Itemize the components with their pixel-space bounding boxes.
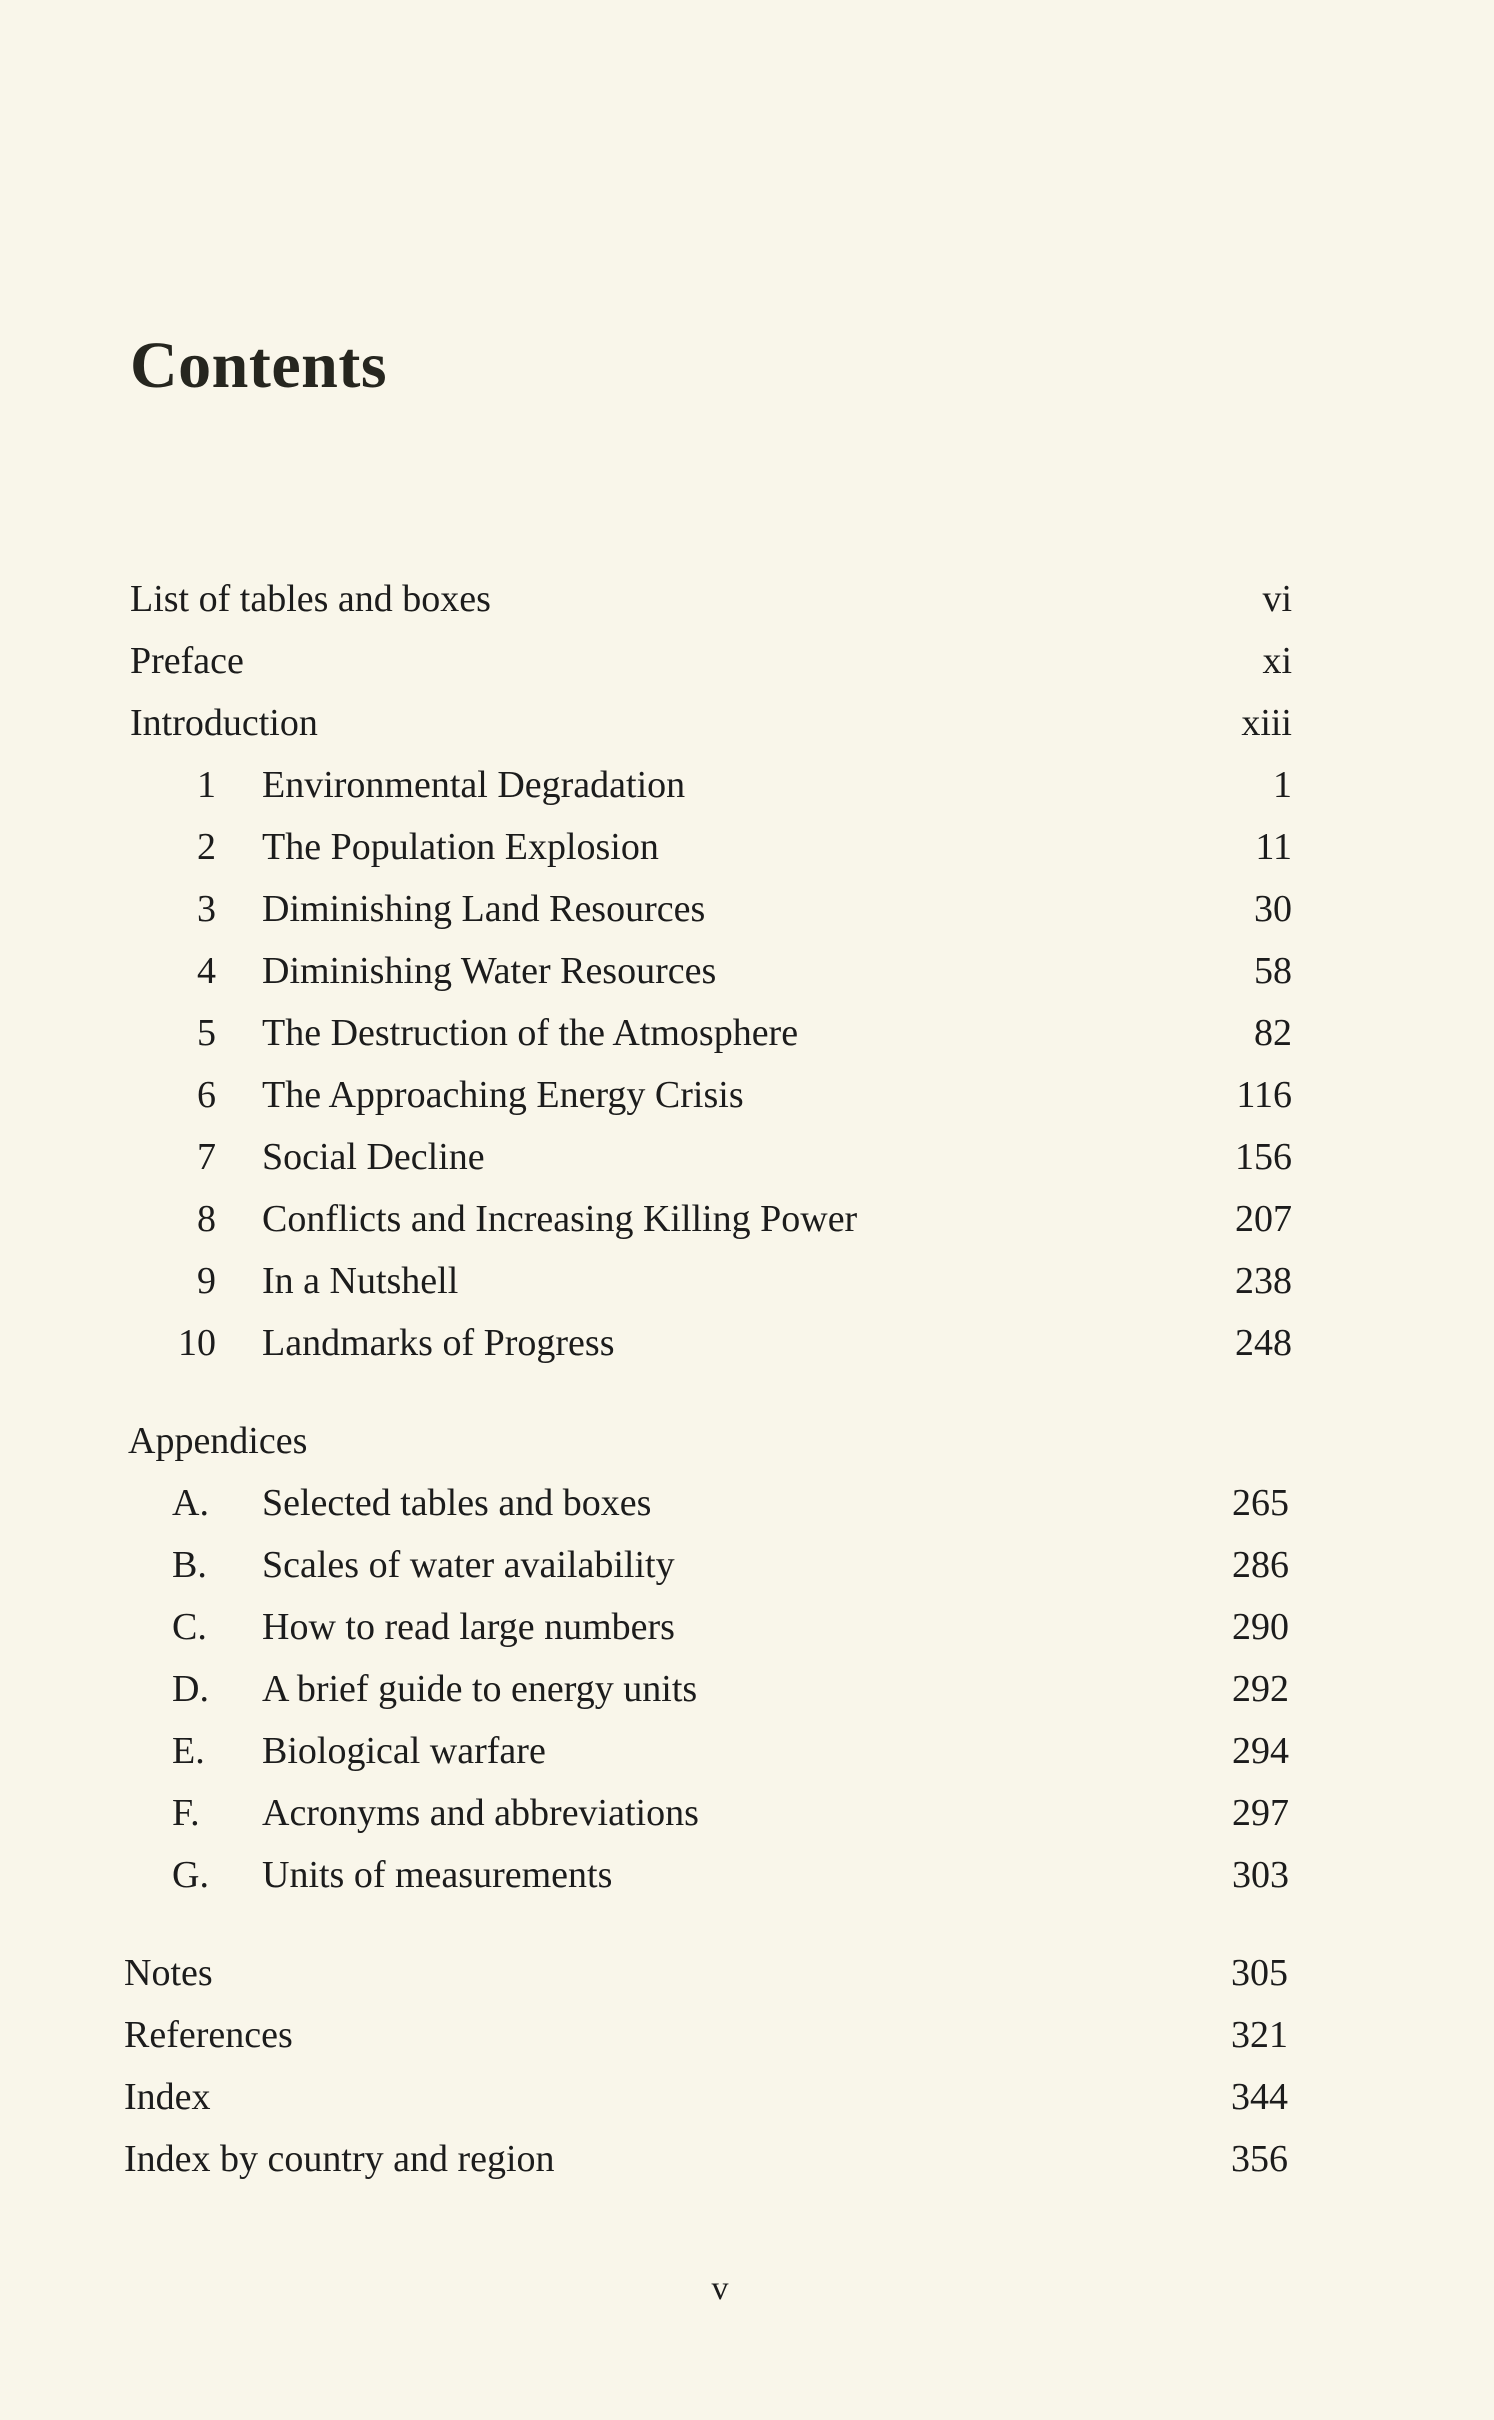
toc-entry-list-of-tables: [0, 571, 1494, 627]
chapter-title: Diminishing Land Resources: [262, 888, 706, 930]
toc-entry-label: Preface: [130, 640, 244, 682]
appendix-page: 297: [1232, 1792, 1289, 1834]
toc-entry-index: [0, 2069, 1494, 2125]
chapter-title: The Approaching Energy Crisis: [262, 1074, 744, 1116]
toc-entry-label: Index by country and region: [124, 2138, 555, 2180]
page-number: v: [711, 2270, 729, 2307]
chapter-page: 248: [1235, 1322, 1292, 1364]
chapter-page: 11: [1255, 826, 1292, 868]
toc-chapter-8: [0, 1191, 1494, 1247]
page-title: Contents: [130, 329, 388, 402]
toc-appendix-c: [0, 1599, 1494, 1655]
chapter-page: 238: [1235, 1260, 1292, 1302]
toc-entry-page: 344: [1231, 2076, 1288, 2118]
appendix-title: How to read large numbers: [262, 1606, 675, 1648]
toc-appendix-a: [0, 1475, 1494, 1531]
appendix-letter: D.: [172, 1668, 209, 1710]
toc-entry-page: vi: [1262, 578, 1292, 620]
chapter-page: 1: [1273, 764, 1292, 806]
toc-entry-label: Notes: [124, 1952, 213, 1994]
appendix-letter: C.: [172, 1606, 207, 1648]
toc-entry-introduction: [0, 695, 1494, 751]
toc-chapter-3: [0, 881, 1494, 937]
chapter-number: 3: [197, 888, 216, 930]
appendix-letter: F.: [172, 1792, 200, 1834]
toc-entry-page: xi: [1262, 640, 1292, 682]
chapter-page: 58: [1254, 950, 1292, 992]
appendix-title: A brief guide to energy units: [262, 1668, 698, 1710]
chapter-page: 30: [1254, 888, 1292, 930]
appendix-page: 303: [1232, 1854, 1289, 1896]
appendix-page: 292: [1232, 1668, 1289, 1710]
appendix-page: 290: [1232, 1606, 1289, 1648]
appendix-page: 294: [1232, 1730, 1289, 1772]
chapter-number: 6: [197, 1074, 216, 1116]
appendix-letter: E.: [172, 1730, 205, 1772]
toc-entry-page: 356: [1231, 2138, 1288, 2180]
toc-appendix-b: [0, 1537, 1494, 1593]
toc-chapter-4: [0, 943, 1494, 999]
appendix-title: Units of measurements: [262, 1854, 613, 1896]
chapter-page: 116: [1236, 1074, 1292, 1116]
toc-entry-index-by-country: [0, 2131, 1494, 2187]
toc-appendix-g: [0, 1847, 1494, 1903]
toc-appendix-d: [0, 1661, 1494, 1717]
toc-entry-notes: [0, 1945, 1494, 2001]
toc-entry-page: xiii: [1241, 702, 1292, 744]
chapter-title: Landmarks of Progress: [262, 1322, 615, 1364]
toc-chapter-9: [0, 1253, 1494, 1309]
appendix-title: Biological warfare: [262, 1730, 546, 1772]
toc-entry-preface: [0, 633, 1494, 689]
chapter-number: 2: [197, 826, 216, 868]
chapter-title: Social Decline: [262, 1136, 485, 1178]
toc-appendix-e: [0, 1723, 1494, 1779]
toc-chapter-7: [0, 1129, 1494, 1185]
toc-entry-references: [0, 2007, 1494, 2063]
appendix-letter: G.: [172, 1854, 209, 1896]
toc-chapter-2: [0, 819, 1494, 875]
chapter-title: The Destruction of the Atmosphere: [262, 1012, 799, 1054]
chapter-number: 5: [197, 1012, 216, 1054]
toc-chapter-6: [0, 1067, 1494, 1123]
toc-entry-page: 321: [1231, 2014, 1288, 2056]
chapter-title: Environmental Degradation: [262, 764, 686, 806]
toc-chapter-1: [0, 757, 1494, 813]
chapter-page: 207: [1235, 1198, 1292, 1240]
appendices-heading: Appendices: [128, 1420, 308, 1462]
chapter-page: 82: [1254, 1012, 1292, 1054]
chapter-number: 9: [197, 1260, 216, 1302]
chapter-number: 4: [197, 950, 216, 992]
toc-appendix-f: [0, 1785, 1494, 1841]
appendix-letter: B.: [172, 1544, 207, 1586]
appendix-letter: A.: [172, 1482, 209, 1524]
appendices-heading-line: [0, 1413, 1494, 1469]
chapter-number: 1: [197, 764, 216, 806]
appendix-title: Acronyms and abbreviations: [262, 1792, 699, 1834]
toc-chapter-10: [0, 1315, 1494, 1371]
appendix-page: 265: [1232, 1482, 1289, 1524]
toc-entry-label: Index: [124, 2076, 211, 2118]
chapter-title: Diminishing Water Resources: [262, 950, 717, 992]
chapter-number: 10: [178, 1322, 216, 1364]
toc-entry-label: Introduction: [130, 702, 318, 744]
chapter-number: 8: [197, 1198, 216, 1240]
appendix-title: Selected tables and boxes: [262, 1482, 652, 1524]
toc-entry-page: 305: [1231, 1952, 1288, 1994]
appendix-title: Scales of water availability: [262, 1544, 675, 1586]
chapter-title: Conflicts and Increasing Killing Power: [262, 1198, 858, 1240]
chapter-number: 7: [197, 1136, 216, 1178]
appendix-page: 286: [1232, 1544, 1289, 1586]
chapter-title: In a Nutshell: [262, 1260, 459, 1302]
chapter-page: 156: [1235, 1136, 1292, 1178]
toc-entry-label: References: [124, 2014, 293, 2056]
toc-chapter-5: [0, 1005, 1494, 1061]
toc-entry-label: List of tables and boxes: [130, 578, 491, 620]
chapter-title: The Population Explosion: [262, 826, 659, 868]
